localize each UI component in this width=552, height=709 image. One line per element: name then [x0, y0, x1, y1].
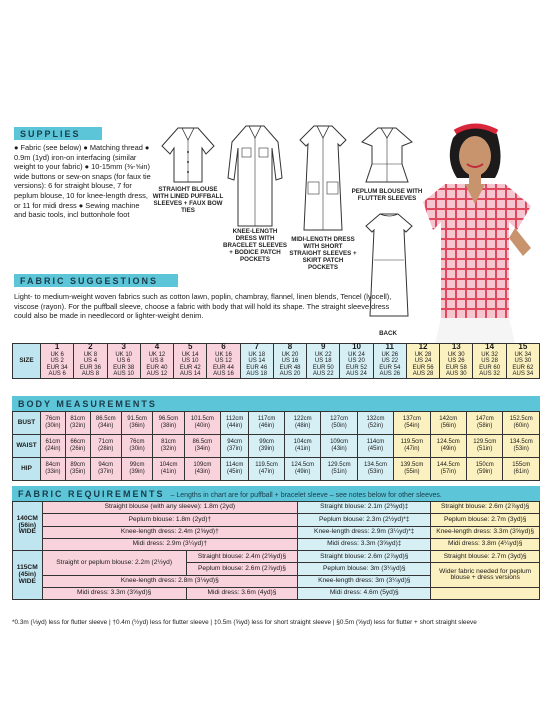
req-cell: Peplum blouse: 2.3m (2½yd)*‡ [298, 514, 431, 526]
fabric-requirements-table [12, 501, 540, 600]
req-cell: Straight or peplum blouse: 2.2m (2½yd) [42, 551, 186, 576]
measurement-cell: 129.5cm (51in) [321, 458, 357, 481]
measurement-cell: 81cm (32in) [153, 435, 184, 458]
measurement-cell: 122cm (48in) [284, 412, 320, 435]
req-140-row-3 [13, 526, 540, 538]
model-photo [405, 118, 545, 343]
measurement-cell: 96.5cm (38in) [153, 412, 184, 435]
req-cell: Knee-length dress: 3.3m (3⅝yd)§ [431, 526, 540, 538]
req-cell: Straight blouse: 2.1m (2⅜yd)‡ [298, 502, 431, 514]
measurement-cell: 94cm (37in) [90, 458, 121, 481]
size-column: 9 UK 22 US 18 EUR 50 AUS 22 [307, 344, 340, 379]
measurement-cell: 155cm (61in) [503, 458, 540, 481]
measurement-cell: 91.5cm (36in) [121, 412, 152, 435]
req-cell: Knee-length dress: 2.9m (3¼yd)*‡ [298, 526, 431, 538]
size-column: 7 UK 18 US 14 EUR 46 AUS 18 [240, 344, 273, 379]
req-cell: Straight blouse (with any sleeve): 1.8m (2yd) [42, 502, 298, 514]
req-cell: Midi dress: 3.8m (4¼yd)§ [431, 538, 540, 550]
measurement-cell: 117cm (46in) [249, 412, 285, 435]
measurement-cell: 114cm (45in) [357, 435, 393, 458]
measurement-cell: 129.5cm (51in) [467, 435, 503, 458]
width-140-label: 140CM (56in) WIDE [13, 502, 43, 551]
measurement-cell: 109cm (43in) [321, 435, 357, 458]
size-column: 4 UK 12 US 8 EUR 40 AUS 12 [140, 344, 173, 379]
fabric-requirements-note: – Lengths in chart are for puffball + bracelet sleeve – see notes below for other sleeves. [170, 492, 442, 499]
req-cell: Midi dress: 2.9m (3¼yd)† [42, 538, 298, 550]
measurement-cell: 114cm (45in) [221, 458, 249, 481]
measurement-cell: 124.5cm (49in) [430, 435, 466, 458]
size-column: 13 UK 30 US 26 EUR 58 AUS 30 [440, 344, 473, 379]
fabric-suggestions-heading: FABRIC SUGGESTIONS [14, 274, 178, 287]
req-cell: Midi dress: 3.6m (4yd)§ [186, 588, 297, 600]
measurement-cell: 142cm (56in) [430, 412, 466, 435]
measurement-cell: 109cm (43in) [184, 458, 220, 481]
measurement-cell: 134.5cm (53in) [357, 458, 393, 481]
size-column: 2 UK 8 US 4 EUR 36 AUS 8 [74, 344, 107, 379]
measurement-cell: 86.5cm (34in) [90, 412, 121, 435]
size-label: SIZE [13, 344, 41, 379]
measurement-cell: 99cm (39in) [121, 458, 152, 481]
req-cell [431, 588, 540, 600]
supplies-text: ● Fabric (see below) ● Matching thread ● 0.9m (1yd) iron-on interfacing (similar weight to your fabric) ● 10-15mm (⅜-⅝in) wide buttons or sew-on snaps (for faux tie versions): 6 for straight blouse, 7 for peplum blouse, 10 for knee-length dress, or 11 for midi dress ● Sewing machine and basic tools, incl buttonhole foot [14, 143, 151, 220]
fabric-requirements-title: FABRIC REQUIREMENTS [18, 489, 165, 499]
size-table [12, 343, 540, 379]
size-row [13, 344, 540, 379]
measurement-cell: 119.5cm (47in) [249, 458, 285, 481]
size-column: 12 UK 28 US 24 EUR 56 AUS 28 [406, 344, 439, 379]
size-column: 14 UK 32 US 28 EUR 60 AUS 32 [473, 344, 506, 379]
measurement-cell: 89cm (35in) [65, 458, 90, 481]
measurement-cell: 104cm (41in) [284, 435, 320, 458]
back-caption: BACK [379, 330, 397, 337]
req-cell: Straight blouse: 2.6m (2⅞yd)§ [431, 502, 540, 514]
fabric-suggestions-text: Light- to medium-weight woven fabrics such as cotton lawn, poplin, chambray, flannel, linen blends, Tencel (lyocell), viscose (rayon). For the puffball sleeve, choose a fabric with body that will hold its shape. The straight sleeve dress could also be made in needlecord or lighter-weight denim. [14, 292, 392, 321]
measurement-cell: 127cm (50in) [321, 412, 357, 435]
fabric-requirements-heading [12, 486, 540, 501]
req-115-row-4 [13, 588, 540, 600]
midi-dress-drawing [292, 122, 354, 234]
measurement-cell: 76cm (30in) [121, 435, 152, 458]
req-cell: Knee-length dress: 2.8m (3⅛yd)§ [42, 575, 298, 587]
req-cell: Midi dress: 4.6m (5yd)§ [298, 588, 431, 600]
width-115-label: 115CM (45in) WIDE [13, 551, 43, 600]
body-measurements-heading: BODY MEASUREMENTS [12, 396, 540, 411]
measurement-row [13, 412, 540, 435]
req-cell: Peplum blouse: 2.6m (2⅞yd)§ [186, 563, 297, 575]
measurement-row [13, 435, 540, 458]
req-cell: Peplum blouse: 2.7m (3yd)§ [431, 514, 540, 526]
req-115-row-1 [13, 551, 540, 563]
size-column: 6 UK 16 US 12 EUR 44 AUS 16 [207, 344, 240, 379]
measurement-row [13, 458, 540, 481]
req-cell: Straight blouse: 2.7m (3yd)§ [431, 551, 540, 563]
size-column: 15 UK 34 US 30 EUR 62 AUS 34 [506, 344, 539, 379]
measurement-cell: 71cm (28in) [90, 435, 121, 458]
req-cell: Straight blouse: 2.4m (2⅝yd)§ [186, 551, 297, 563]
measurement-cell: 139.5cm (55in) [394, 458, 430, 481]
size-column: 10 UK 24 US 20 EUR 52 AUS 24 [340, 344, 373, 379]
measurement-cell: 150cm (59in) [467, 458, 503, 481]
measurement-cell: 124.5cm (49in) [284, 458, 320, 481]
measurement-cell: 152.5cm (60in) [503, 412, 540, 435]
size-column: 3 UK 10 US 6 EUR 38 AUS 10 [107, 344, 140, 379]
footnote: *0.3m (⅓yd) less for flutter sleeve | †0.4m (½yd) less for flutter sleeve | ‡0.5m (⅝yd) less for short straight sleeve | §0.5m (⅝yd) less for flutter + short straight sleeve [12, 619, 477, 626]
size-column: 5 UK 14 US 10 EUR 42 AUS 14 [174, 344, 207, 379]
measurement-cell: 132cm (52in) [357, 412, 393, 435]
straight-blouse-caption: STRAIGHT BLOUSE WITH LINED PUFFBALL SLEEVES + FAUX BOW TIES [152, 186, 224, 214]
measurement-cell: 99cm (39in) [249, 435, 285, 458]
measurement-label: BUST [13, 412, 41, 435]
measurement-cell: 76cm (30in) [41, 412, 66, 435]
req-140-row-1 [13, 502, 540, 514]
knee-dress-drawing [224, 122, 286, 230]
measurement-cell: 147cm (58in) [467, 412, 503, 435]
knee-dress-caption: KNEE-LENGTH DRESS WITH BRACELET SLEEVES + BODICE PATCH POCKETS [223, 228, 287, 263]
measurement-cell: 119.5cm (47in) [394, 435, 430, 458]
measurement-cell: 144.5cm (57in) [430, 458, 466, 481]
measurement-cell: 86.5cm (34in) [184, 435, 220, 458]
straight-blouse-drawing [156, 124, 220, 186]
measurement-cell: 104cm (41in) [153, 458, 184, 481]
req-cell: Midi dress: 3.3m (3⅝yd)‡ [298, 538, 431, 550]
req-cell: Peplum blouse: 3m (3¼yd)§ [298, 563, 431, 575]
req-cell: Knee-length dress: 3m (3¼yd)§ [298, 575, 431, 587]
peplum-blouse-caption: PEPLUM BLOUSE WITH FLUTTER SLEEVES [351, 188, 423, 202]
wider-fabric-note: Wider fabric needed for peplum blouse + dress versions [431, 563, 540, 588]
measurement-cell: 66cm (26in) [65, 435, 90, 458]
midi-dress-caption: MIDI-LENGTH DRESS WITH SHORT STRAIGHT SLEEVES + SKIRT PATCH POCKETS [289, 236, 357, 271]
measurement-cell: 94cm (37in) [221, 435, 249, 458]
measurement-cell: 112cm (44in) [221, 412, 249, 435]
measurement-cell: 101.5cm (40in) [184, 412, 220, 435]
measurement-cell: 81cm (32in) [65, 412, 90, 435]
measurement-label: WAIST [13, 435, 41, 458]
measurement-cell: 84cm (33in) [41, 458, 66, 481]
req-140-row-2 [13, 514, 540, 526]
req-140-row-4 [13, 538, 540, 550]
req-cell: Straight blouse: 2.6m (2⅞yd)§ [298, 551, 431, 563]
supplies-heading: SUPPLIES [14, 127, 102, 140]
req-cell: Peplum blouse: 1.8m (2yd)† [42, 514, 298, 526]
size-column: 1 UK 6 US 2 EUR 34 AUS 6 [41, 344, 74, 379]
measurement-cell: 61cm (24in) [41, 435, 66, 458]
size-column: 11 UK 26 US 22 EUR 54 AUS 26 [373, 344, 406, 379]
size-column: 8 UK 20 US 16 EUR 48 AUS 20 [273, 344, 306, 379]
measurement-label: HIP [13, 458, 41, 481]
body-measurements-table [12, 411, 540, 481]
req-cell: Midi dress: 3.3m (3⅝yd)§ [42, 588, 186, 600]
measurement-cell: 134.5cm (53in) [503, 435, 540, 458]
measurement-cell: 137cm (54in) [394, 412, 430, 435]
req-cell: Knee-length dress: 2.4m (2⅝yd)† [42, 526, 298, 538]
